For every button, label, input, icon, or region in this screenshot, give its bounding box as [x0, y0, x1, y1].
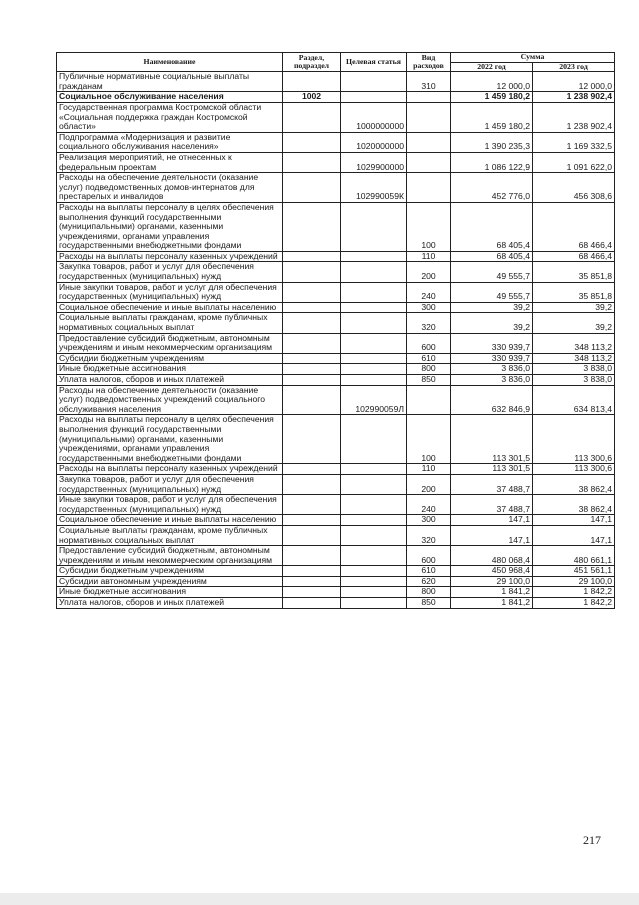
row-amount-2023: 348 113,2	[533, 333, 615, 353]
row-amount-2023: 12 000,0	[533, 72, 615, 92]
row-target	[341, 515, 407, 526]
table-row	[57, 525, 615, 545]
scan-bottom-edge	[0, 893, 639, 905]
row-section	[283, 333, 341, 353]
row-type: 850	[407, 375, 451, 386]
row-target	[341, 364, 407, 375]
row-amount-2023: 68 466,4	[533, 202, 615, 251]
row-name: Социальное обеспечение и иные выплаты населению	[57, 515, 283, 526]
row-name: Расходы на выплаты персоналу казенных учреждений	[57, 464, 283, 475]
row-name: Иные бюджетные ассигнования	[57, 587, 283, 598]
row-amount-2023: 1 091 622,0	[533, 152, 615, 172]
table-row	[57, 302, 615, 313]
row-amount-2022: 3 836,0	[451, 364, 533, 375]
row-amount-2022: 147,1	[451, 515, 533, 526]
row-name: Подпрограмма «Модернизация и развитие социального обслуживания населения»	[57, 132, 283, 152]
row-name: Социальное обслуживание населения	[57, 92, 283, 103]
row-section	[283, 364, 341, 375]
row-target	[341, 474, 407, 494]
row-target	[341, 282, 407, 302]
row-section	[283, 464, 341, 475]
row-amount-2023: 3 838,0	[533, 375, 615, 386]
row-amount-2023: 39,2	[533, 313, 615, 333]
row-amount-2023: 113 300,6	[533, 415, 615, 464]
row-section	[283, 566, 341, 577]
row-target	[341, 313, 407, 333]
row-target	[341, 92, 407, 103]
row-name: Публичные нормативные социальные выплаты гражданам	[57, 72, 283, 92]
row-section	[283, 385, 341, 415]
row-type: 300	[407, 515, 451, 526]
table-row	[57, 251, 615, 262]
budget-table	[56, 52, 615, 609]
row-target: 1029900000	[341, 152, 407, 172]
table-row	[57, 464, 615, 475]
row-type: 610	[407, 566, 451, 577]
table-body	[57, 72, 615, 608]
row-amount-2022: 1 459 180,2	[451, 102, 533, 132]
row-amount-2022: 480 068,4	[451, 546, 533, 566]
row-type	[407, 102, 451, 132]
row-section	[283, 353, 341, 364]
row-target	[341, 262, 407, 282]
row-type	[407, 385, 451, 415]
row-section	[283, 152, 341, 172]
row-type: 100	[407, 415, 451, 464]
table-row	[57, 313, 615, 333]
row-section	[283, 102, 341, 132]
table-header	[57, 53, 615, 72]
row-name: Субсидии автономным учреждениям	[57, 576, 283, 587]
row-amount-2022: 1 086 122,9	[451, 152, 533, 172]
row-type	[407, 173, 451, 203]
row-target	[341, 576, 407, 587]
table-row	[57, 576, 615, 587]
row-amount-2022: 330 939,7	[451, 333, 533, 353]
row-amount-2023: 38 862,4	[533, 495, 615, 515]
table-row	[57, 375, 615, 386]
row-name: Иные закупки товаров, работ и услуг для обеспечения государственных (муниципальных) нужд	[57, 282, 283, 302]
row-amount-2023: 1 169 332,5	[533, 132, 615, 152]
row-target	[341, 302, 407, 313]
header-name: Наименование	[57, 53, 283, 72]
header-target: Целевая статья	[341, 53, 407, 72]
table-row	[57, 72, 615, 92]
row-target: 1020000000	[341, 132, 407, 152]
table-row	[57, 353, 615, 364]
row-section	[283, 262, 341, 282]
table-row	[57, 202, 615, 251]
row-section: 1002	[283, 92, 341, 103]
row-type: 610	[407, 353, 451, 364]
row-section	[283, 173, 341, 203]
row-type: 110	[407, 251, 451, 262]
row-amount-2023: 35 851,8	[533, 282, 615, 302]
row-name: Субсидии бюджетным учреждениям	[57, 353, 283, 364]
row-amount-2023: 1 842,2	[533, 598, 615, 609]
header-year2: 2023 год	[533, 62, 615, 72]
row-target	[341, 202, 407, 251]
row-type: 800	[407, 364, 451, 375]
row-amount-2023: 456 308,6	[533, 173, 615, 203]
header-section: Раздел, подраздел	[283, 53, 341, 72]
table-row	[57, 566, 615, 577]
row-amount-2023: 348 113,2	[533, 353, 615, 364]
row-type: 800	[407, 587, 451, 598]
row-amount-2022: 39,2	[451, 313, 533, 333]
row-name: Расходы на обеспечение деятельности (оказание услуг) подведомственных домов-интернатов для престарелых и инвалидов	[57, 173, 283, 203]
row-amount-2022: 1 841,2	[451, 587, 533, 598]
row-amount-2022: 452 776,0	[451, 173, 533, 203]
row-target	[341, 587, 407, 598]
row-amount-2023: 147,1	[533, 525, 615, 545]
row-amount-2023: 29 100,0	[533, 576, 615, 587]
row-section	[283, 251, 341, 262]
row-amount-2023: 113 300,6	[533, 464, 615, 475]
row-amount-2022: 39,2	[451, 302, 533, 313]
row-amount-2023: 1 238 902,4	[533, 102, 615, 132]
row-type	[407, 92, 451, 103]
row-name: Расходы на выплаты персоналу казенных учреждений	[57, 251, 283, 262]
row-type	[407, 152, 451, 172]
row-name: Социальные выплаты гражданам, кроме публичных нормативных социальных выплат	[57, 313, 283, 333]
table-row	[57, 474, 615, 494]
row-type: 320	[407, 313, 451, 333]
row-type: 620	[407, 576, 451, 587]
table-row	[57, 415, 615, 464]
row-name: Уплата налогов, сборов и иных платежей	[57, 375, 283, 386]
row-target	[341, 375, 407, 386]
row-amount-2022: 330 939,7	[451, 353, 533, 364]
row-section	[283, 282, 341, 302]
row-target	[341, 464, 407, 475]
row-target	[341, 598, 407, 609]
row-name: Расходы на выплаты персоналу в целях обеспечения выполнения функций государственными (муниципальными) органами, казенными учреждениями, органами управления государственными внебюджетными фондами	[57, 202, 283, 251]
row-name: Расходы на выплаты персоналу в целях обеспечения выполнения функций государственными (муниципальными) органами, казенными учреждениями, органами управления государственными внебюджетными фондами	[57, 415, 283, 464]
row-name: Социальные выплаты гражданам, кроме публичных нормативных социальных выплат	[57, 525, 283, 545]
table-row	[57, 546, 615, 566]
row-type: 300	[407, 302, 451, 313]
row-name: Реализация мероприятий, не отнесенных к федеральным проектам	[57, 152, 283, 172]
row-target	[341, 251, 407, 262]
row-amount-2022: 12 000,0	[451, 72, 533, 92]
row-amount-2023: 68 466,4	[533, 251, 615, 262]
row-amount-2022: 37 488,7	[451, 474, 533, 494]
row-amount-2023: 38 862,4	[533, 474, 615, 494]
row-amount-2022: 1 390 235,3	[451, 132, 533, 152]
table-row	[57, 598, 615, 609]
row-amount-2023: 480 661,1	[533, 546, 615, 566]
row-amount-2022: 450 968,4	[451, 566, 533, 577]
row-section	[283, 598, 341, 609]
row-name: Субсидии бюджетным учреждениям	[57, 566, 283, 577]
row-section	[283, 415, 341, 464]
row-amount-2022: 29 100,0	[451, 576, 533, 587]
row-type: 240	[407, 282, 451, 302]
row-amount-2022: 49 555,7	[451, 282, 533, 302]
row-name: Предоставление субсидий бюджетным, автономным учреждениям и иным некоммерческим организациям	[57, 546, 283, 566]
table-row	[57, 132, 615, 152]
table-row	[57, 587, 615, 598]
row-section	[283, 474, 341, 494]
row-section	[283, 202, 341, 251]
row-section	[283, 495, 341, 515]
row-type: 850	[407, 598, 451, 609]
row-section	[283, 313, 341, 333]
row-target: 102990059Л	[341, 385, 407, 415]
row-amount-2022: 113 301,5	[451, 464, 533, 475]
row-name: Уплата налогов, сборов и иных платежей	[57, 598, 283, 609]
row-amount-2023: 451 561,1	[533, 566, 615, 577]
row-target	[341, 353, 407, 364]
row-type: 600	[407, 333, 451, 353]
row-amount-2022: 1 459 180,2	[451, 92, 533, 103]
row-name: Закупка товаров, работ и услуг для обеспечения государственных (муниципальных) нужд	[57, 262, 283, 282]
header-year1: 2022 год	[451, 62, 533, 72]
row-type: 240	[407, 495, 451, 515]
row-amount-2023: 147,1	[533, 515, 615, 526]
row-amount-2023: 634 813,4	[533, 385, 615, 415]
row-target: 102990059К	[341, 173, 407, 203]
row-amount-2022: 68 405,4	[451, 251, 533, 262]
row-amount-2023: 1 238 902,4	[533, 92, 615, 103]
row-target	[341, 546, 407, 566]
row-target	[341, 566, 407, 577]
row-name: Предоставление субсидий бюджетным, автономным учреждениям и иным некоммерческим организациям	[57, 333, 283, 353]
row-type: 200	[407, 474, 451, 494]
row-name: Государственная программа Костромской области «Социальная поддержка граждан Костромской области»	[57, 102, 283, 132]
row-section	[283, 525, 341, 545]
row-target	[341, 72, 407, 92]
table-row	[57, 102, 615, 132]
row-type: 310	[407, 72, 451, 92]
row-target	[341, 415, 407, 464]
row-type: 320	[407, 525, 451, 545]
page-number: 217	[583, 833, 601, 847]
row-section	[283, 375, 341, 386]
header-type: Вид расходов	[407, 53, 451, 72]
row-section	[283, 302, 341, 313]
table-row	[57, 262, 615, 282]
row-amount-2023: 3 838,0	[533, 364, 615, 375]
header-sum: Сумма	[451, 53, 615, 63]
row-section	[283, 72, 341, 92]
row-amount-2022: 37 488,7	[451, 495, 533, 515]
row-amount-2022: 632 846,9	[451, 385, 533, 415]
row-amount-2022: 49 555,7	[451, 262, 533, 282]
table-row	[57, 495, 615, 515]
table-row	[57, 282, 615, 302]
row-amount-2022: 3 836,0	[451, 375, 533, 386]
row-name: Закупка товаров, работ и услуг для обеспечения государственных (муниципальных) нужд	[57, 474, 283, 494]
row-amount-2023: 39,2	[533, 302, 615, 313]
row-amount-2022: 1 841,2	[451, 598, 533, 609]
row-section	[283, 132, 341, 152]
table-row	[57, 385, 615, 415]
row-amount-2023: 1 842,2	[533, 587, 615, 598]
row-name: Иные бюджетные ассигнования	[57, 364, 283, 375]
row-section	[283, 515, 341, 526]
row-type: 200	[407, 262, 451, 282]
row-type	[407, 132, 451, 152]
table-row	[57, 515, 615, 526]
row-target	[341, 333, 407, 353]
row-section	[283, 587, 341, 598]
row-type: 600	[407, 546, 451, 566]
row-section	[283, 576, 341, 587]
row-name: Иные закупки товаров, работ и услуг для обеспечения государственных (муниципальных) нужд	[57, 495, 283, 515]
row-amount-2022: 113 301,5	[451, 415, 533, 464]
row-amount-2023: 35 851,8	[533, 262, 615, 282]
row-type: 100	[407, 202, 451, 251]
row-target: 1000000000	[341, 102, 407, 132]
table-row	[57, 364, 615, 375]
row-amount-2022: 147,1	[451, 525, 533, 545]
row-section	[283, 546, 341, 566]
table-row	[57, 173, 615, 203]
row-name: Социальное обеспечение и иные выплаты населению	[57, 302, 283, 313]
table-row	[57, 152, 615, 172]
row-type: 110	[407, 464, 451, 475]
table-row	[57, 333, 615, 353]
row-target	[341, 495, 407, 515]
row-name: Расходы на обеспечение деятельности (оказание услуг) подведомственных учреждений социального обслуживания населения	[57, 385, 283, 415]
table-row	[57, 92, 615, 103]
row-target	[341, 525, 407, 545]
row-amount-2022: 68 405,4	[451, 202, 533, 251]
